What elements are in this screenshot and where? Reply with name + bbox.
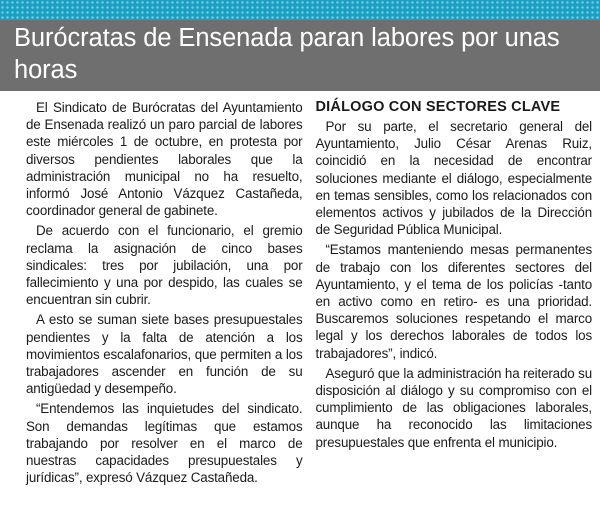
paragraph: Por su parte, el secretario general del Ayuntamiento, Julio César Arenas Ruiz, coincidió en la necesidad de encontrar soluciones mediante el diálogo, especialmente en temas sensibles, como los relacionados con elementos activos y jubilados de la Dirección de Seguridad Pública Municipal. (315, 119, 592, 238)
paragraph: De acuerdo con el funcionario, el gremio reclama la asignación de cinco bases sindicales: tres por jubilación, una por fallecimiento y una por despido, las cuales se encuentran sin cubrir. (26, 223, 303, 308)
paragraph: “Entendemos las inquietudes del sindicato. Son demandas legítimas que estamos trabajando por resolver en el marco de nuestras capacidades presupuestales y jurídicas”, expresó Vázquez Castañeda. (26, 401, 303, 486)
article-body (22, 99, 592, 519)
paragraph: A esto se suman siete bases presupuestales pendientes y la falta de atención a los movimientos escalafonarios, que permiten a los trabajadores ascender en función de su antigüedad y desempeño. (26, 312, 303, 397)
paragraph: El Sindicato de Burócratas del Ayuntamiento de Ensenada realizó un paro parcial de labores este miércoles 1 de octubre, en protesta por diversos pendientes laborales que la administración municipal no ha resuelto, informó José Antonio Vázquez Castañeda, coordinador general de gabinete. (26, 100, 303, 219)
headline: Burócratas de Ensenada paran labores por unas horas (14, 24, 560, 84)
paragraph: “Estamos manteniendo mesas permanentes de trabajo con los diferentes sectores del Ayuntamiento, y el tema de los policías -tanto en activo como en retiro- es una prioridad. Buscaremos soluciones respetando el marco legal y los derechos laborales de todos los trabajadores”, indicó. (315, 242, 592, 361)
article-column-1 (22, 99, 303, 519)
article-column-2 (316, 99, 593, 519)
top-accent-band (0, 0, 600, 20)
section-subhead: DIÁLOGO CON SECTORES CLAVE (315, 99, 561, 115)
paragraph: Aseguró que la administración ha reiterado su disposición al diálogo y su compromiso con el cumplimiento de las obligaciones laborales, aunque ha reconocido las limitaciones presupuestales que enfrenta el municipio. (315, 365, 592, 450)
